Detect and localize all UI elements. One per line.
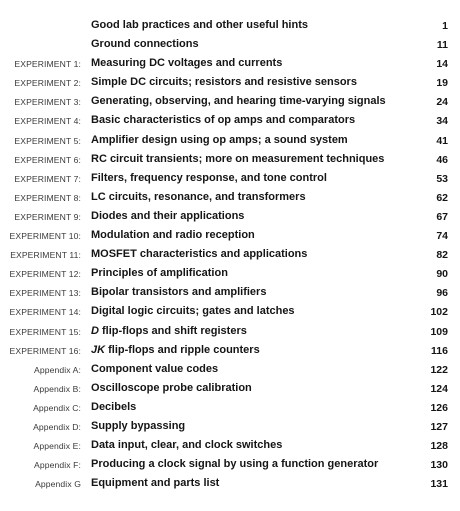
toc-entry-label: EXPERIMENT 13: [9, 288, 81, 299]
toc-entry-title [91, 363, 218, 375]
toc-entry [0, 457, 460, 476]
toc-entry-page-number: 82 [436, 249, 448, 262]
toc-entry-page-number: 90 [436, 268, 448, 281]
toc-entry-page-number: 124 [430, 382, 448, 395]
toc-entry-title [91, 286, 266, 298]
toc-entry-title-text: Supply bypassing [91, 419, 186, 432]
toc-entry [0, 400, 460, 419]
toc-entry-title-text: Producing a clock signal by using a function generator [91, 458, 379, 471]
toc-entry-title [91, 401, 136, 413]
table-of-contents [0, 18, 460, 495]
toc-entry-page-number: 109 [430, 325, 448, 338]
toc-entry-page-number: 116 [431, 344, 448, 357]
toc-entry-title [91, 439, 282, 451]
toc-entry-page-number: 46 [436, 153, 448, 166]
toc-entry-label: EXPERIMENT 1: [14, 59, 81, 70]
toc-entry-page-number: 62 [436, 191, 448, 204]
toc-entry-label: EXPERIMENT 6: [14, 154, 81, 165]
toc-entry-title [91, 191, 306, 203]
toc-entry [0, 362, 460, 381]
toc-entry-title-text: Modulation and radio reception [91, 229, 255, 242]
toc-entry-label: Appendix G [35, 479, 81, 490]
toc-entry [0, 152, 460, 171]
toc-entry [0, 476, 460, 495]
toc-entry-page-number: 1 [442, 20, 448, 32]
toc-entry-page-number: 14 [436, 58, 448, 71]
toc-entry-label: Appendix B: [33, 383, 81, 394]
toc-entry-title [91, 153, 384, 165]
toc-entry [0, 209, 460, 228]
toc-entry [0, 171, 460, 190]
toc-entry-title [91, 172, 327, 184]
toc-entry [0, 381, 460, 400]
toc-entry [0, 438, 460, 457]
toc-entry-page-number: 96 [436, 287, 448, 300]
toc-entry-label: EXPERIMENT 12: [9, 269, 81, 280]
toc-entry-title-text: Amplifier design using op amps; a sound system [91, 133, 348, 146]
toc-entry-title-text: Digital logic circuits; gates and latches [91, 305, 295, 318]
toc-entry-label: EXPERIMENT 15: [9, 326, 81, 337]
toc-entry-title [91, 95, 386, 107]
toc-entry [0, 285, 460, 304]
toc-entry-title-text: Component value codes [91, 362, 219, 375]
toc-entry-page-number: 74 [436, 230, 448, 243]
toc-entry-label: EXPERIMENT 10: [9, 231, 81, 242]
toc-entry-label: Appendix C: [33, 402, 81, 413]
toc-entry [0, 18, 460, 37]
toc-entry-title-text: Filters, frequency response, and tone control [91, 171, 327, 184]
toc-entry-title-text: Oscilloscope probe calibration [91, 381, 252, 394]
toc-entry-title-italic: D [91, 324, 99, 337]
toc-entry-page-number: 24 [436, 96, 448, 109]
toc-entry-label: Appendix A: [34, 364, 81, 375]
toc-entry [0, 113, 460, 132]
toc-entry-title-text: Generating, observing, and hearing time-varying signals [91, 95, 386, 108]
toc-entry-title [91, 344, 260, 356]
toc-entry-title-text: LC circuits, resonance, and transformers [91, 190, 306, 203]
toc-entry-title-text: Decibels [91, 400, 137, 413]
toc-entry-title-text: Data input, clear, and clock switches [91, 439, 283, 452]
toc-entry-label: Appendix E: [33, 441, 81, 452]
toc-entry-title-text: Ground connections [91, 38, 199, 51]
toc-entry-title [91, 134, 348, 146]
toc-entry [0, 190, 460, 209]
toc-entry-title [91, 248, 307, 260]
toc-entry-label: EXPERIMENT 5: [14, 135, 81, 146]
toc-entry [0, 324, 460, 343]
toc-entry-title [91, 325, 247, 337]
toc-entry-page-number: 102 [430, 306, 448, 319]
toc-entry-title [91, 38, 199, 50]
toc-entry-title-text: Measuring DC voltages and currents [91, 57, 283, 70]
toc-entry-title [91, 210, 244, 222]
toc-entry-title-text: Good lab practices and other useful hints [91, 19, 308, 31]
toc-entry-title [91, 382, 252, 394]
toc-entry-title-text: flip-flops and ripple counters [105, 343, 260, 356]
toc-entry-title-text: RC circuit transients; more on measurement techniques [91, 152, 385, 165]
toc-entry-page-number: 19 [436, 77, 448, 90]
toc-entry-title [91, 76, 357, 88]
toc-entry-page-number: 11 [436, 39, 448, 52]
toc-entry-page-number: 131 [430, 478, 448, 491]
toc-entry-title-text: Principles of amplification [91, 267, 228, 280]
toc-entry-title-text: Equipment and parts list [91, 477, 220, 490]
toc-entry-label: EXPERIMENT 14: [9, 307, 81, 318]
toc-entry-page-number: 34 [436, 115, 448, 128]
toc-entry-page-number: 67 [436, 210, 448, 223]
toc-entry [0, 343, 460, 362]
toc-entry-title-text: Basic characteristics of op amps and comparators [91, 114, 356, 127]
toc-entry-title [91, 458, 378, 470]
toc-entry-title-text: Simple DC circuits; resistors and resistive sensors [91, 76, 357, 89]
toc-entry-label: Appendix D: [33, 421, 81, 432]
toc-entry-label: Appendix F: [34, 460, 81, 471]
toc-entry-page-number: 127 [430, 420, 448, 433]
toc-entry-label: EXPERIMENT 8: [14, 192, 81, 203]
toc-entry-title [91, 229, 255, 241]
toc-entry [0, 419, 460, 438]
toc-entry-title [91, 57, 282, 69]
toc-entry-page-number: 53 [436, 172, 448, 185]
toc-entry [0, 94, 460, 113]
toc-entry [0, 133, 460, 152]
toc-entry-label: EXPERIMENT 16: [9, 345, 81, 356]
toc-entry-title-italic: JK [91, 343, 106, 356]
toc-entry [0, 247, 460, 266]
toc-entry [0, 56, 460, 75]
toc-entry-title [91, 114, 355, 126]
toc-entry-title [91, 477, 219, 489]
toc-entry [0, 37, 460, 56]
toc-entry [0, 75, 460, 94]
toc-entry-page-number: 41 [436, 134, 448, 147]
toc-entry-title-text: Diodes and their applications [91, 209, 245, 222]
toc-entry [0, 266, 460, 285]
toc-entry-label: EXPERIMENT 2: [14, 78, 81, 89]
toc-entry-label: EXPERIMENT 7: [14, 173, 81, 184]
toc-entry-page-number: 130 [430, 459, 448, 472]
toc-entry [0, 304, 460, 323]
toc-entry-page-number: 128 [430, 440, 448, 453]
toc-entry-title-text: Bipolar transistors and amplifiers [91, 286, 267, 299]
toc-entry [0, 228, 460, 247]
toc-entry-title [91, 305, 295, 317]
toc-entry-title [91, 420, 185, 432]
toc-entry-title-text: flip-flops and shift registers [98, 324, 247, 337]
toc-entry-page-number: 122 [430, 363, 448, 376]
toc-entry-label: EXPERIMENT 9: [14, 211, 81, 222]
toc-entry-title [91, 267, 228, 279]
toc-entry-label: EXPERIMENT 3: [14, 97, 81, 108]
toc-entry-label: EXPERIMENT 4: [14, 116, 81, 127]
toc-entry-page-number: 126 [430, 401, 448, 414]
toc-entry-label: EXPERIMENT 11: [10, 250, 81, 261]
toc-entry-title-text: MOSFET characteristics and applications [91, 248, 308, 261]
toc-entry-title [91, 19, 308, 31]
